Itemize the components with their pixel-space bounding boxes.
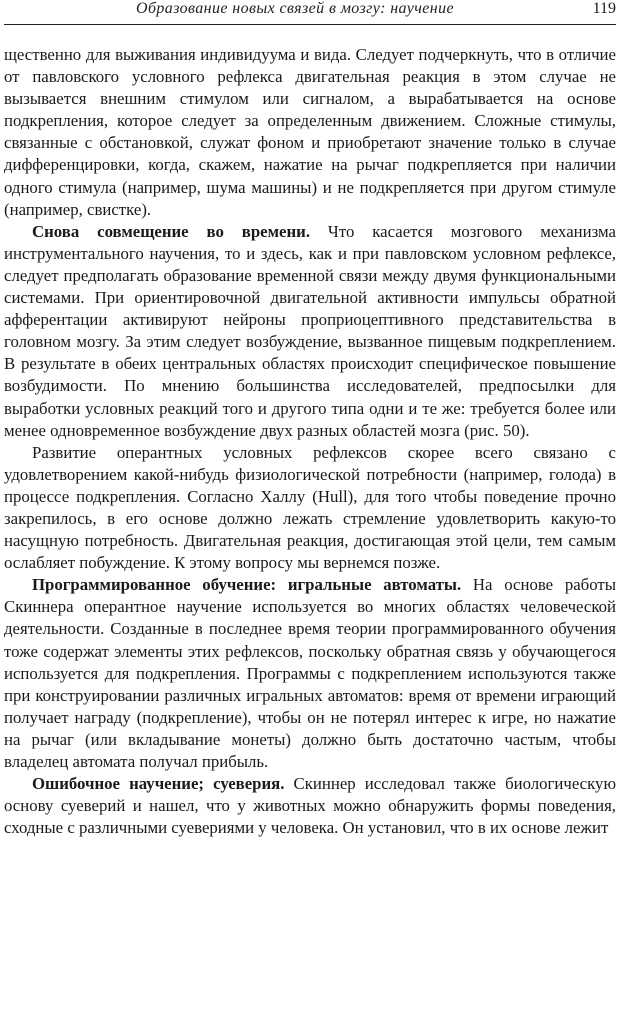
paragraph xyxy=(4,574,616,773)
running-header xyxy=(0,0,620,34)
header-rule xyxy=(4,24,616,25)
section-heading: Снова совмещение во времени. xyxy=(32,221,311,241)
page-number: 119 xyxy=(592,0,616,17)
paragraph-text: щественно для выживания индивидуума и вида. Следует подчеркнуть, что в отличие от павловского условного рефлекса двигательная реакция в этом случае не вызывается внешним стимулом или сигналом, а вырабатывается на основе подкрепления, которое следует за определенным движением. Сложные стимулы, связанные с обстановкой, служат фоном и приобретают значение только в случае дифференцировки, когда, скажем, нажатие на рычаг подкрепляется при наличии одного стимула (например, шума машины) и не подкрепляется при другом стимуле (например, свистке). xyxy=(4,45,616,219)
paragraph-text: Развитие оперантных условных рефлексов скорее всего связано с удовлетворением какой-нибудь физиологической потребности (например, голода) в процессе подкрепления. Согласно Халлу (Hull), для того чтобы поведение прочно закрепилось, в его основе должно лежать стремление удовлетворить какую-то насущную потребность. Двигательная реакция, достигающая этой цели, тем самым ослабляет побуждение. К этому вопросу мы вернемся позже. xyxy=(4,442,616,573)
paragraph-text: Скиннер исследовал также биологическую основу суеверий и нашел, что у животных можно обнаружить формы поведения, сходные с различными суевериями у человека. Он установил, что в их основе лежит xyxy=(4,774,616,838)
section-heading: Программированное обучение: игральные автоматы. xyxy=(32,575,462,595)
body-text xyxy=(4,44,616,839)
paragraph xyxy=(4,221,616,442)
paragraph xyxy=(4,44,616,221)
paragraph-text: Что касается мозгового механизма инструментального научения, то и здесь, как и при павловском условном рефлексе, следует предполагать образование временной связи между двумя функциональными системами. При ориентировочной двигательной активности импульсы обратной афферентации активируют нейроны проприоцептивного представительства в головном мозгу. За этим следует возбуждение, вызванное пищевым подкреплением. В результате в обеих центральных областях происходит специфическое повышение возбудимости. По мнению большинства исследователей, предпосылки для выработки условных реакций того и другого типа одни и те же: требуется более или менее одновременное возбуждение двух разных областей мозга (рис. 50). xyxy=(4,221,616,440)
running-title: Образование новых связей в мозгу: научение xyxy=(136,0,454,17)
paragraph xyxy=(4,773,616,839)
paragraph-text: На основе работы Скиннера оперантное научение используется во многих областях человеческой деятельности. Созданные в последнее время теории программированного обучения тоже содержат элементы этих рефлексов, поскольку обратная связь у обучающегося используется для подкрепления. Программы с подкреплением используются также при конструировании различных игральных автоматов: время от времени играющий получает награду (подкрепление), чтобы он не потерял интерес к игре, но нажатие на рычаг (или вкладывание монеты) должно быть достаточно частым, чтобы владелец автомата получал прибыль. xyxy=(4,575,616,771)
section-heading: Ошибочное научение; суеверия. xyxy=(32,774,285,794)
paragraph xyxy=(4,442,616,575)
